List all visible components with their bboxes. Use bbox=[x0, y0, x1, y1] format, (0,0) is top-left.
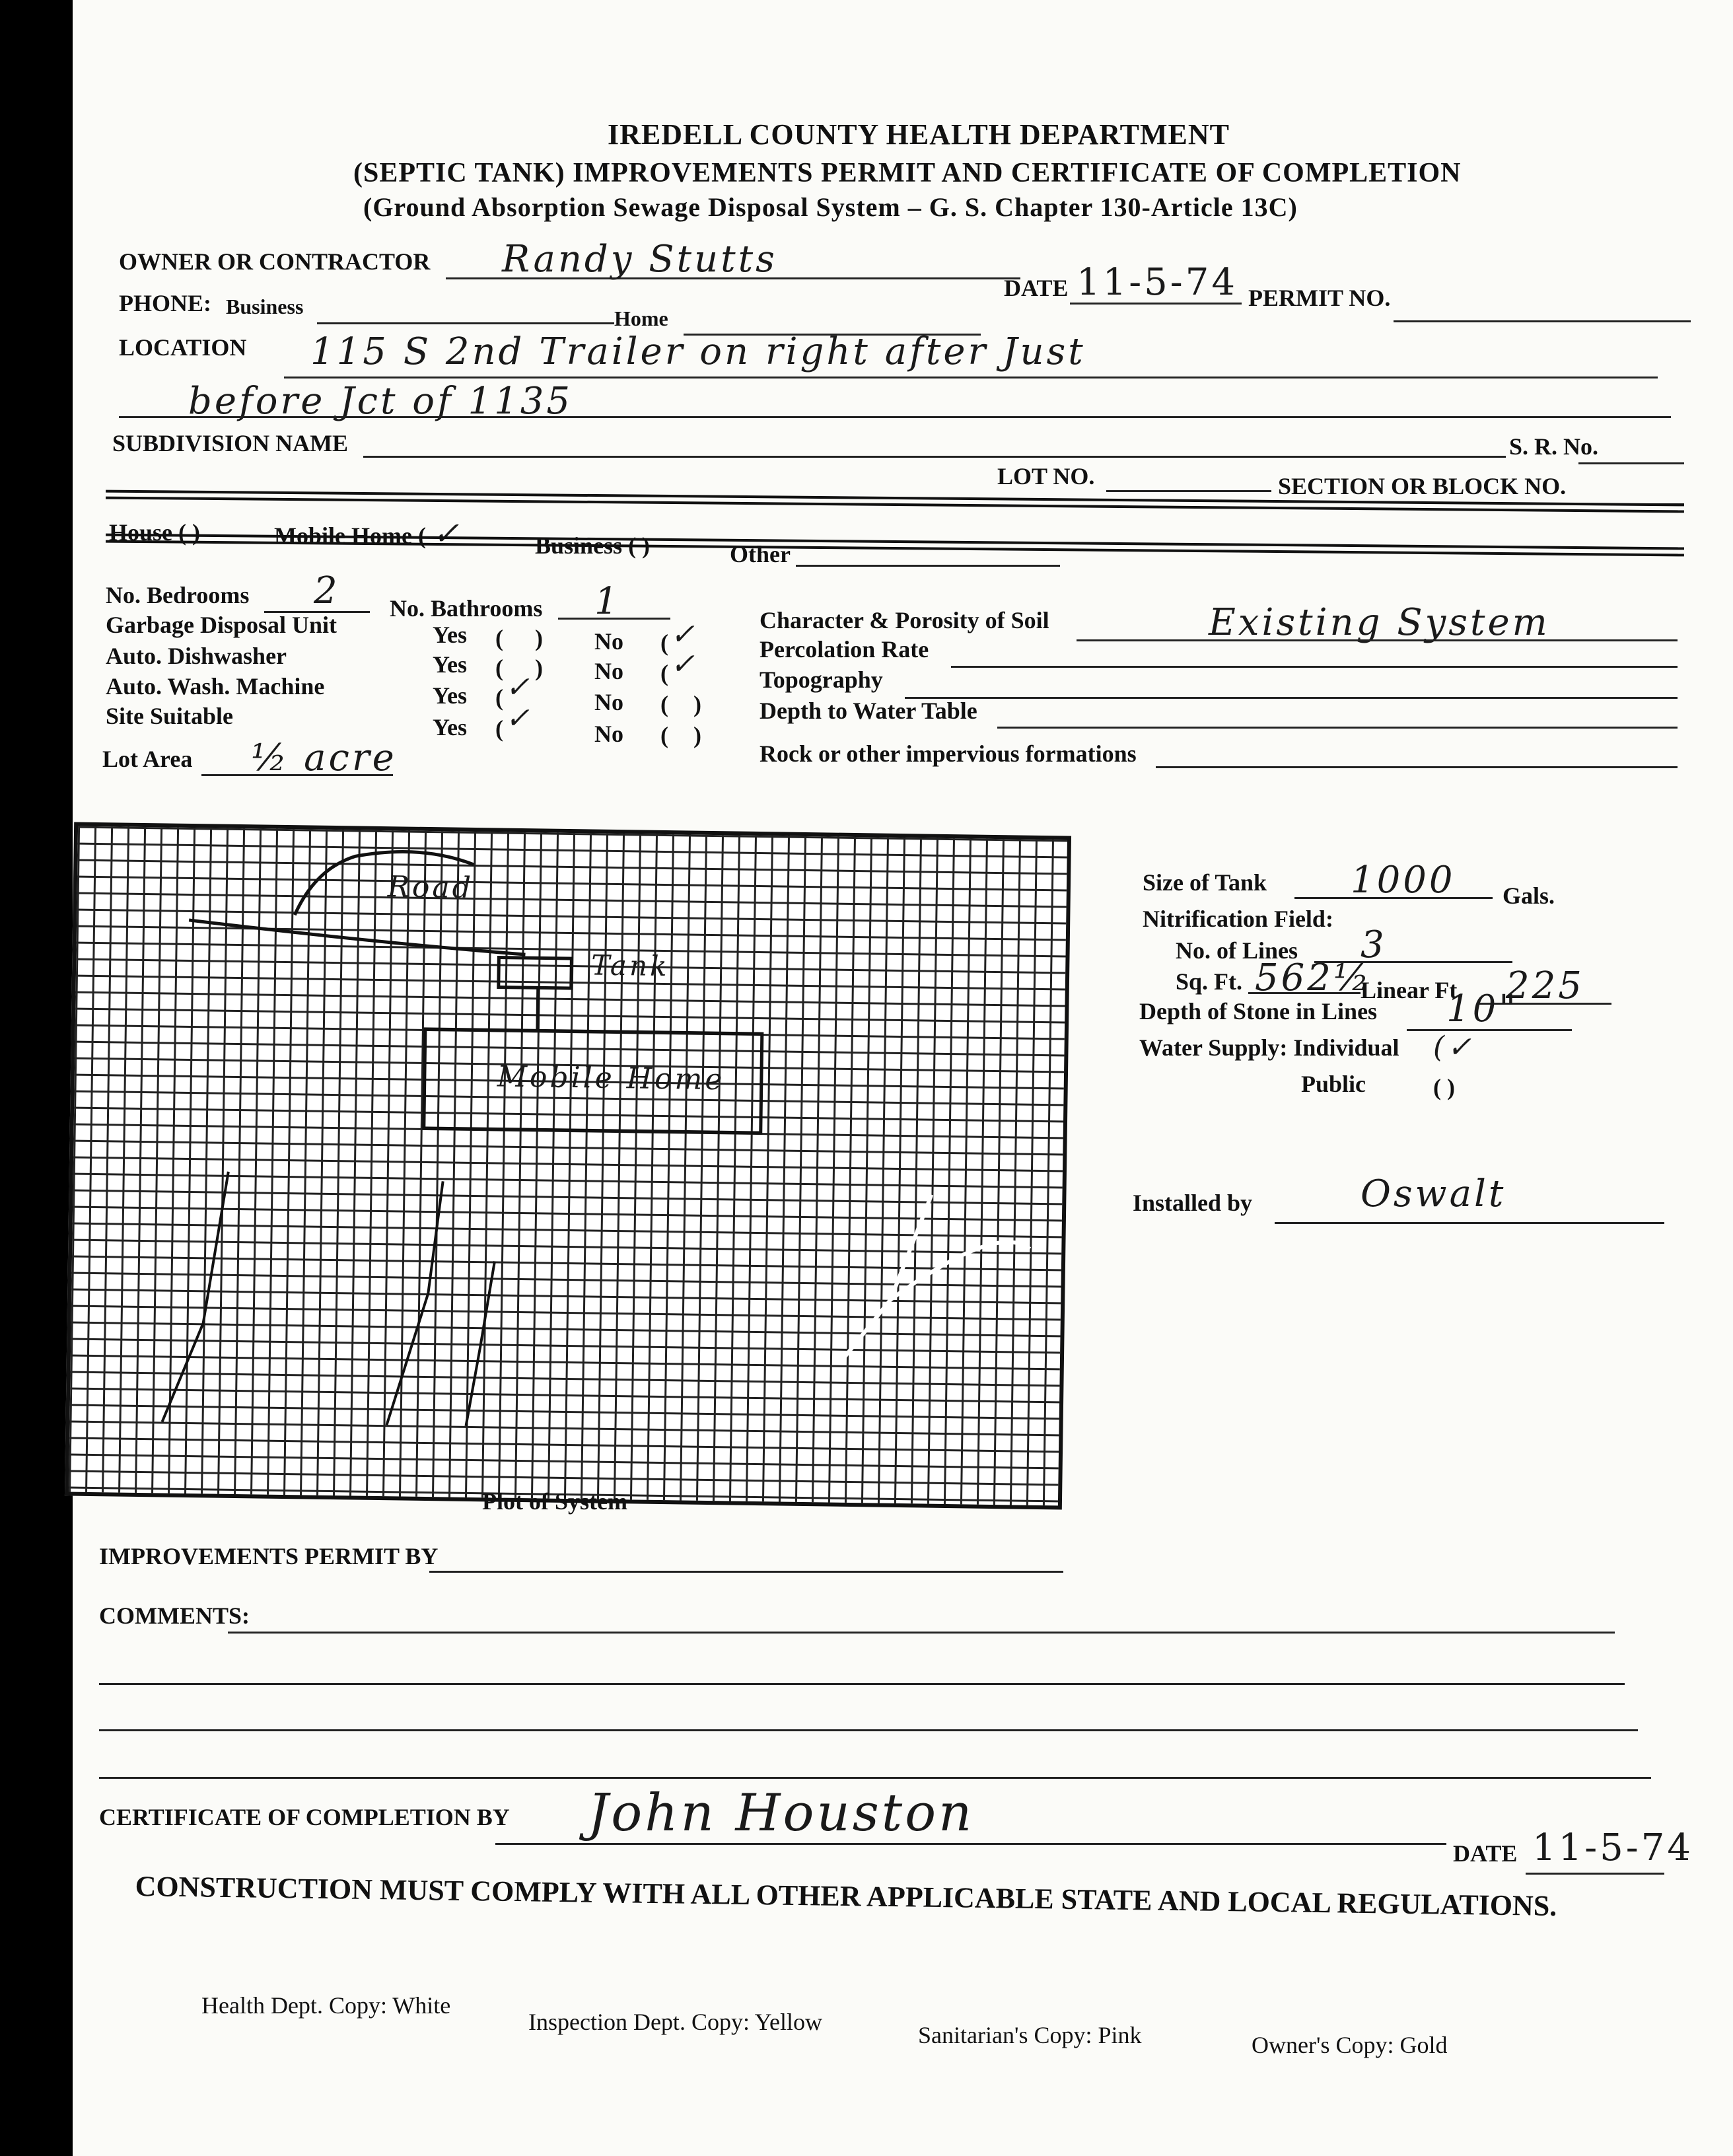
dishwasher-label: Auto. Dishwasher bbox=[106, 643, 287, 669]
certificate-label: CERTIFICATE OF COMPLETION BY bbox=[99, 1804, 510, 1830]
sketch-field-line-1 bbox=[162, 1170, 229, 1422]
site-suitable-label: Site Suitable bbox=[106, 703, 234, 729]
installed-value: Oswalt bbox=[1361, 1172, 1506, 1215]
comments-line-1 bbox=[228, 1632, 1615, 1634]
phone-home-label: Home bbox=[614, 306, 668, 330]
tank-size-line bbox=[1294, 897, 1493, 899]
mobile-home-check: ✓ bbox=[433, 515, 462, 552]
lot-area-line bbox=[201, 774, 393, 776]
date-line bbox=[1070, 303, 1242, 305]
sketch-home-label: Mobile Home bbox=[497, 1060, 725, 1097]
rock-label: Rock or other impervious formations bbox=[760, 740, 1137, 767]
nitrification-label: Nitrification Field: bbox=[1143, 906, 1333, 932]
lot-label: LOT NO. bbox=[997, 463, 1095, 489]
wash-machine-no-open: ( bbox=[660, 691, 668, 717]
stone-depth-line bbox=[1407, 1029, 1572, 1031]
site-suitable-no-close: ) bbox=[693, 722, 701, 748]
water-supply-label: Water Supply: Individual bbox=[1139, 1034, 1399, 1061]
lines-value: 3 bbox=[1361, 923, 1387, 966]
location-line-1: 115 S 2nd Trailer on right after Just bbox=[310, 330, 1086, 373]
site-suitable-yes-open: ( bbox=[495, 715, 503, 742]
tank-size-value: 1000 bbox=[1351, 859, 1456, 902]
sketch-road-label: Road bbox=[387, 870, 474, 905]
bathrooms-line bbox=[558, 618, 670, 620]
percolation-label: Percolation Rate bbox=[760, 636, 929, 663]
linear-value: 225 bbox=[1506, 964, 1584, 1007]
sketch-field-line-2 bbox=[386, 1180, 442, 1425]
garbage-no-check: ✓ bbox=[670, 618, 697, 651]
compliance-notice: CONSTRUCTION MUST COMPLY WITH ALL OTHER APPLICABLE STATE AND LOCAL REGULATIONS. bbox=[135, 1870, 1557, 1923]
sqft-line bbox=[1248, 992, 1361, 994]
sketch-field-line-3 bbox=[466, 1261, 494, 1427]
dishwasher-yes-close: ) bbox=[535, 655, 543, 681]
bedrooms-label: No. Bedrooms bbox=[106, 582, 250, 608]
permit-form bbox=[73, 0, 1733, 2156]
certificate-line bbox=[495, 1843, 1446, 1845]
phone-business-label: Business bbox=[226, 295, 304, 318]
comments-label: COMMENTS: bbox=[99, 1602, 250, 1629]
certificate-date-label: DATE bbox=[1453, 1840, 1518, 1867]
location-label: LOCATION bbox=[119, 334, 247, 361]
wash-machine-yes-open: ( bbox=[495, 684, 503, 711]
certificate-date-line bbox=[1526, 1873, 1664, 1875]
garbage-label: Garbage Disposal Unit bbox=[106, 612, 337, 638]
water-table-label: Depth to Water Table bbox=[760, 698, 977, 724]
location-rule-1 bbox=[284, 377, 1658, 378]
location-line-2: before Jct of 1135 bbox=[188, 380, 573, 423]
department-title: IREDELL COUNTY HEALTH DEPARTMENT bbox=[608, 118, 1230, 151]
plot-grid bbox=[65, 822, 1071, 1510]
owner-value: Randy Stutts bbox=[502, 238, 777, 281]
plot-caption: Plot of System bbox=[482, 1488, 627, 1515]
site-suitable-yes-check: ✓ bbox=[505, 701, 532, 735]
permit-label: PERMIT NO. bbox=[1248, 285, 1391, 311]
phone-label: PHONE: bbox=[119, 290, 211, 316]
lines-label: No. of Lines bbox=[1176, 937, 1298, 964]
subdivision-label: SUBDIVISION NAME bbox=[112, 430, 349, 456]
site-suitable-no-open: ( bbox=[660, 722, 668, 748]
water-supply-individual: (✓ bbox=[1433, 1030, 1475, 1064]
dishwasher-no-open: ( bbox=[660, 660, 668, 686]
sketch-road-line bbox=[189, 920, 526, 954]
linear-label: Linear Ft. bbox=[1361, 977, 1464, 1003]
garbage-no-open: ( bbox=[660, 629, 668, 656]
improvements-permit-line bbox=[429, 1571, 1063, 1573]
business-label: Business ( ) bbox=[535, 532, 651, 559]
wash-machine-label: Auto. Wash. Machine bbox=[106, 673, 325, 700]
lot-area-label: Lot Area bbox=[102, 746, 193, 772]
garbage-yes-close: ) bbox=[535, 625, 543, 651]
dishwasher-yes-open: ( bbox=[495, 655, 503, 681]
installed-label: Installed by bbox=[1133, 1190, 1253, 1216]
site-suitable-no: No bbox=[594, 721, 623, 747]
rock-line bbox=[1156, 766, 1678, 768]
wash-machine-yes-check: ✓ bbox=[505, 670, 532, 704]
gals-label: Gals. bbox=[1503, 882, 1555, 909]
certificate-date-value: 11-5-74 bbox=[1532, 1826, 1693, 1869]
sqft-value: 562½ bbox=[1255, 956, 1372, 999]
date-value: 11-5-74 bbox=[1077, 261, 1238, 304]
permit-line bbox=[1394, 320, 1691, 322]
dishwasher-yes: Yes bbox=[433, 651, 467, 678]
dishwasher-no: No bbox=[594, 658, 623, 684]
improvements-permit-label: IMPROVEMENTS PERMIT BY bbox=[99, 1543, 439, 1569]
garbage-yes-open: ( bbox=[495, 625, 503, 651]
garbage-no: No bbox=[594, 628, 623, 655]
lot-area-value: ½ acre bbox=[251, 737, 397, 779]
copy-owner: Owner's Copy: Gold bbox=[1252, 2032, 1448, 2058]
sqft-label: Sq. Ft. bbox=[1176, 968, 1243, 995]
site-suitable-yes: Yes bbox=[433, 714, 467, 740]
garbage-yes: Yes bbox=[433, 622, 467, 648]
public-label: Public bbox=[1301, 1071, 1366, 1097]
dishwasher-no-check: ✓ bbox=[670, 647, 697, 681]
comments-line-2 bbox=[99, 1683, 1625, 1685]
sr-label: S. R. No. bbox=[1509, 433, 1599, 460]
soil-character-value: Existing System bbox=[1209, 601, 1550, 644]
certificate-signature: John Houston bbox=[588, 1783, 975, 1843]
section-label: SECTION OR BLOCK NO. bbox=[1278, 473, 1567, 499]
topography-label: Topography bbox=[760, 666, 883, 693]
stone-depth-label: Depth of Stone in Lines bbox=[1139, 998, 1378, 1024]
sketch-tank-label: Tank bbox=[590, 949, 670, 983]
wash-machine-yes: Yes bbox=[433, 682, 467, 709]
water-table-line bbox=[997, 727, 1678, 729]
mobile-home-label: Mobile Home ( bbox=[274, 522, 426, 549]
bathrooms-label: No. Bathrooms bbox=[390, 595, 543, 622]
wash-machine-no-close: ) bbox=[693, 691, 701, 717]
topography-line bbox=[905, 697, 1678, 699]
sketch-erasure bbox=[843, 1194, 1030, 1361]
copy-sanitarian: Sanitarian's Copy: Pink bbox=[918, 2022, 1142, 2048]
bedrooms-value: 2 bbox=[314, 569, 340, 612]
house-label: House ( ) bbox=[109, 519, 200, 546]
copy-health: Health Dept. Copy: White bbox=[201, 1992, 451, 2019]
form-subtitle: (Ground Absorption Sewage Disposal System – G. S. Chapter 130-Article 13C) bbox=[363, 192, 1298, 222]
location-rule-2 bbox=[119, 416, 1671, 418]
date-label: DATE bbox=[1004, 275, 1069, 301]
percolation-line bbox=[951, 666, 1678, 668]
soil-character-label: Character & Porosity of Soil bbox=[760, 607, 1049, 633]
tank-size-label: Size of Tank bbox=[1143, 869, 1267, 896]
stone-depth-value: 10" bbox=[1446, 988, 1519, 1030]
sketch-tank bbox=[499, 958, 572, 989]
plot-sketch bbox=[69, 826, 1069, 1507]
comments-line-3 bbox=[99, 1729, 1638, 1731]
installed-line bbox=[1275, 1222, 1664, 1224]
subdivision-line bbox=[363, 456, 1506, 458]
public-value: ( ) bbox=[1433, 1074, 1455, 1100]
bathrooms-value: 1 bbox=[594, 580, 621, 623]
other-label: Other bbox=[730, 541, 791, 567]
form-title: (SEPTIC TANK) IMPROVEMENTS PERMIT AND CERTIFICATE OF COMPLETION bbox=[353, 158, 1462, 188]
owner-label: OWNER OR CONTRACTOR bbox=[119, 248, 431, 275]
wash-machine-no: No bbox=[594, 689, 623, 715]
phone-business-line bbox=[317, 322, 614, 324]
soil-character-line bbox=[1077, 639, 1678, 641]
copy-inspection: Inspection Dept. Copy: Yellow bbox=[528, 2009, 822, 2035]
lot-line bbox=[1106, 490, 1271, 492]
comments-line-4 bbox=[99, 1777, 1651, 1779]
other-line bbox=[796, 565, 1060, 567]
sr-line bbox=[1578, 462, 1684, 464]
